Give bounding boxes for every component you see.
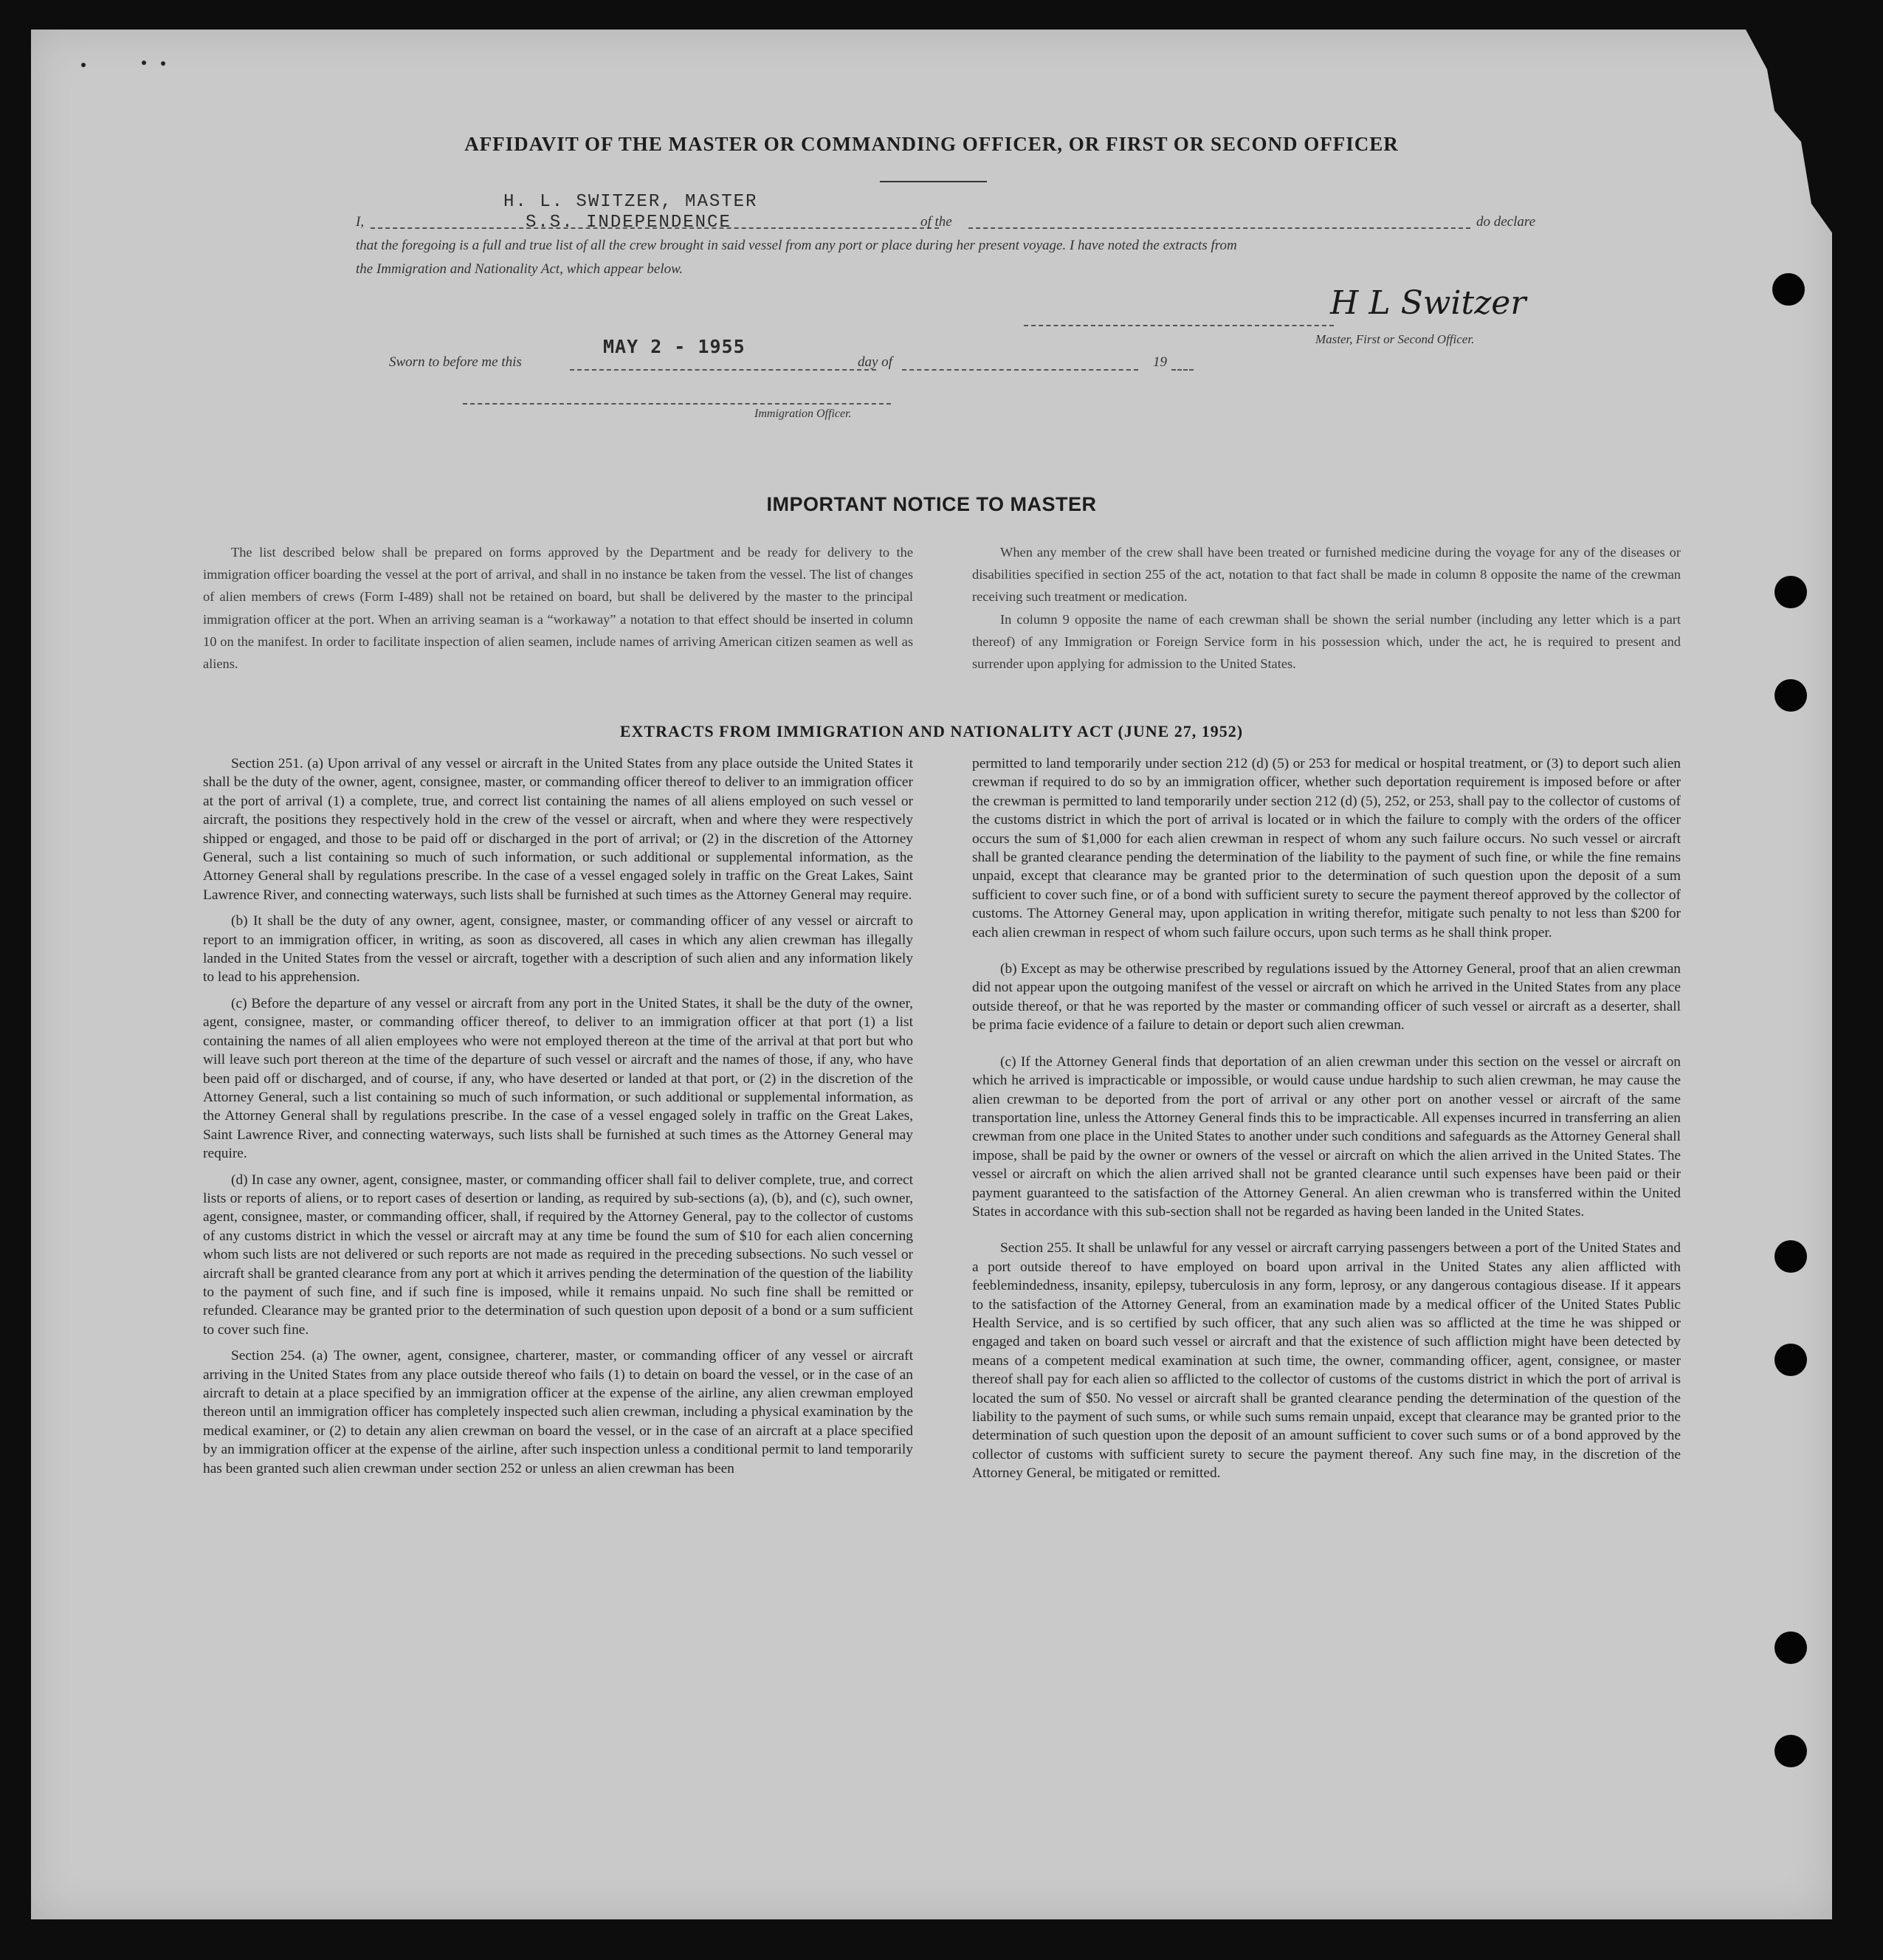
typed-vessel-name: S.S. INDEPENDENCE	[526, 213, 731, 233]
punch-hole	[1774, 1631, 1807, 1664]
notice-title: IMPORTANT NOTICE TO MASTER	[766, 493, 1097, 515]
notice-right-paragraph-2: In column 9 opposite the name of each crewman shall be shown the serial number (including any letter which is a part thereof) of any Immigration or Foreign Service form in his possession which, under the act, he is required to present and surrender upon applying for admission to the United States.	[972, 611, 1681, 672]
section-255: Section 255. It shall be unlawful for any vessel or aircraft carrying passengers between a port of the United States and a port outside thereof to have employed on board upon arrival in the United States any alien afflicted with feeblemindedness, insanity, epilepsy, tuberculosis in any form, leprosy, or any dangerous contagious disease. If it appears to the satisfaction of the Attorney General, from an examination made by a medical officer of the United States Public Health Service, and is so certified by such officer, that any such alien was so afflicted at the time he was shipped or engaged and taken on board such vessel or aircraft and that the existence of such affliction might have been detected by means of a competent medical examination at such time, the owner, commanding officer, agent, consignee, or master thereof shall pay for each alien so afflicted to the collector of customs of the customs district in which the port of arrival is located the sum of $50. No vessel or aircraft shall be granted clearance pending the determination of the question of the liability to the payment of such sums, or while such sums remain unpaid, except that clearance may be granted prior to the determination of such question upon the deposit of an amount sufficient to cover such sums or of a bond approved by the collector of customs with sufficient surety to secure the payment thereof. Any such fine may, in the discretion of the Attorney General, be mitigated or remitted.	[972, 1240, 1681, 1482]
section-254-c: (c) If the Attorney General finds that deportation of an alien crewman under this section on the vessel or aircraft on which he arrived is impracticable or impossible, or would cause undue hardship to such alien crewman, he may cause the alien crewman to be deported from the port of arrival or any other port on another vessel or aircraft of the same transportation line, unless the Attorney General finds this to be impracticable. All expenses incurred in transferring an alien crewman from one place in the United States to another under such conditions and safeguards as the Attorney General shall impose, shall be paid by the owner or owners of the vessel or aircraft on which the alien arrived in the United States. The vessel or aircraft on which the alien arrived shall not be granted clearance until such expenses have been paid or their payment guaranteed to the satisfaction of the Attorney General. An alien crewman who is transferred within the United States in accordance with this sub-section shall not be regarded as having been landed in the United States.	[972, 1053, 1681, 1220]
sworn-month-line	[902, 369, 1138, 371]
torn-corner	[1686, 28, 1834, 235]
punch-hole	[1774, 679, 1807, 712]
sworn-label: Sworn to before me this	[389, 354, 522, 370]
punch-hole	[1774, 1735, 1807, 1767]
punch-hole	[1774, 1344, 1807, 1376]
year-line	[1171, 369, 1194, 371]
document-page	[31, 30, 1832, 1919]
section-254-b: (b) Except as may be otherwise prescribed by regulations issued by the Attorney General, proof that an alien crewman did not appear upon the outgoing manifest of the vessel or aircraft on which he arrived in the United States from any place outside thereof, or that he was reported by the master or commanding officer of such vessel or aircraft as a deserter, shall be prima facie evidence of a failure to detain or deport such alien crewman.	[972, 961, 1681, 1034]
year-label: 19	[1153, 354, 1167, 370]
punch-hole	[1772, 273, 1805, 306]
extracts-title: EXTRACTS FROM IMMIGRATION AND NATIONALITY ACT (JUNE 27, 1952)	[619, 722, 1244, 740]
section-254-a: Section 254. (a) The owner, agent, consignee, charterer, master, or commanding officer of any vessel or aircraft arriving in the United States from any place outside thereof who fails (1) to detain on board the vessel, or in the case of an aircraft to detain at a place specified by an immigration officer at the expense of the airline, any alien crewman employed thereon until an immigration officer has completely inspected such alien crewman, including a physical examination by the medical examiner, or (2) to detain any alien crewman on board the vessel, or in the case of an aircraft at a place specified by an immigration officer at the expense of the airline, after such inspection unless a conditional permit to land temporarily has been granted such alien crewman under section 252 or unless an alien crewman has been	[203, 1348, 913, 1476]
typed-master-name: H. L. SWITZER, MASTER	[503, 192, 758, 212]
notice-left-column	[203, 541, 913, 675]
immigration-officer-caption: Immigration Officer.	[754, 408, 852, 420]
notice-left-paragraph: The list described below shall be prepared on forms approved by the Department and be ready for delivery to the immigration officer boarding the vessel at the port of arrival, and shall in no instance be taken from the vessel. The list of changes of alien members of crews (Form I-489) shall not be retained on board, but shall be delivered by the master to the principal immigration officer at the port. When an arriving seaman is a “workaway” a notation to that effect should be inserted in column 10 on the manifest. In order to facilitate inspection of alien seamen, include names of arriving American citizen seamen as well as aliens.	[203, 545, 913, 672]
affidavit-statement-line1: that the foregoing is a full and true list of all the crew brought in said vessel from any port or place during her present voyage. I have noted the extracts from	[356, 238, 1237, 253]
section-254-a-continued: permitted to land temporarily under section 212 (d) (5) or 253 for medical or hospital treatment, or (3) to deport such alien crewman if required to do so by an immigration officer, whether such deportation requirement is imposed before or after the crewman is permitted to land temporarily under section 212 (d) (5), 252, or 253, shall pay to the collector of customs of the customs district in which the port of arrival is located or in which the failure to comply with the orders of the officer occurs the sum of $1,000 for each alien crewman in respect of whom any such failure occurs. No such vessel or aircraft shall be granted clearance pending the determination of the liability to the payment of such fine, or while the fine remains unpaid, except that clearance may be granted prior to the determination of such question upon the deposit of a sum sufficient to cover such fine, or of a bond with sufficient surety to secure the payment thereof approved by the collector of customs. The Attorney General may, upon application in writing therefor, mitigate such penalty to not less than $200 for each alien crewman in respect of whom such failure occurs, upon such terms as he shall think proper.	[972, 756, 1681, 941]
speck	[81, 63, 86, 67]
speck	[161, 61, 165, 66]
punch-hole	[1774, 1240, 1807, 1273]
notice-right-column	[972, 541, 1681, 675]
sworn-day-line	[570, 369, 876, 371]
label-do-declare: do declare	[1476, 214, 1536, 230]
section-251-c: (c) Before the departure of any vessel or aircraft from any port in the United States, it shall be the duty of the owner, agent, consignee, master, or commanding officer thereof, to deliver to an immigration officer at that port (1) a list containing the names of all alien employees who were not employed thereon at the time of the arrival at that port but who will leave such port thereon at the time of the departure of such vessel or aircraft and the names of those, if any, who have been paid off or discharged, and of course, if any, who have deserted or landed at that port, or (2) in the discretion of the Attorney General, such a list containing so much of such information, or such additional or supplemental information, as the Attorney General shall by regulations prescribe. In the case of a vessel engaged solely in traffic on the Great Lakes, Saint Lawrence River, and connecting waterways, such lists shall be furnished at such times as the Attorney General may require.	[203, 995, 913, 1162]
title-underline	[880, 181, 987, 182]
day-of-label: day of	[858, 354, 892, 370]
extracts-right-column	[972, 754, 1681, 1483]
section-251-a: Section 251. (a) Upon arrival of any vessel or aircraft in the United States from any place outside the United States it shall be the duty of the owner, agent, consignee, master, or commanding officer thereof to deliver to an immigration officer at the port of arrival (1) a complete, true, and correct list containing the names of all aliens employed on such vessel or aircraft, the positions they respectively hold in the crew of the vessel or aircraft, when and where they were respectively shipped or engaged, and those to be paid off or discharged in the port of arrival; or (2) in the discretion of the Attorney General, such a list containing so much of such information, or such additional or supplemental information, as the Attorney General shall by regulations prescribe. In the case of a vessel engaged solely in traffic on the Great Lakes, Saint Lawrence River, and connecting waterways, such lists shall be furnished at such times as the Attorney General may require.	[203, 756, 913, 903]
label-i: I,	[356, 214, 365, 230]
section-251-b: (b) It shall be the duty of any owner, agent, consignee, master, or commanding officer of any vessel or aircraft to report to an immigration officer, in writing, as soon as discovered, all cases in which any alien crewman has illegally landed in the United States from the vessel or aircraft, together with a description of such alien and any information likely to lead to his apprehension.	[203, 913, 913, 986]
notice-right-paragraph-1: When any member of the crew shall have been treated or furnished medicine during the voyage for any of the diseases or disabilities specified in section 255 of the act, notation to that fact shall be made in column 8 opposite the name of the crewman receiving such treatment or medication.	[972, 545, 1681, 605]
vessel-line	[968, 227, 1470, 229]
sworn-date-stamp: MAY 2 - 1955	[603, 336, 746, 357]
signature-line	[1024, 325, 1334, 326]
signature-caption: Master, First or Second Officer.	[1315, 332, 1475, 346]
speck	[142, 61, 146, 65]
punch-hole	[1774, 576, 1807, 608]
affidavit-statement-line2: the Immigration and Nationality Act, which appear below.	[356, 261, 684, 277]
label-of-the: of the	[920, 214, 952, 230]
immigration-officer-line	[463, 403, 891, 405]
section-251-d: (d) In case any owner, agent, consignee, master, or commanding officer shall fail to deliver complete, true, and correct lists or reports of aliens, or to report cases of desertion or landing, as required by sub-sections (a), (b), and (c), such owner, agent, consignee, master, or commanding officer, shall, if required by the Attorney General, pay to the collector of customs of any customs district in which the vessel or aircraft may at any time be found the sum of $10 for each alien concerning whom such lists are not delivered or such reports are not made as required in the preceding subsections. No such vessel or aircraft shall be granted clearance from any port at which it arrives pending the determination of the question of the liability to the payment of such fine, and if such fine is imposed, while it remains unpaid. No such fine shall be remitted or refunded. Clearance may be granted prior to the determination of such question upon deposit of a bond or a sum sufficient to cover such fine.	[203, 1172, 913, 1338]
affidavit-title: AFFIDAVIT OF THE MASTER OR COMMANDING OFFICER, OR FIRST OR SECOND OFFICER	[464, 133, 1399, 155]
extracts-left-column	[203, 754, 913, 1478]
master-signature: H L Switzer	[1330, 284, 1526, 322]
